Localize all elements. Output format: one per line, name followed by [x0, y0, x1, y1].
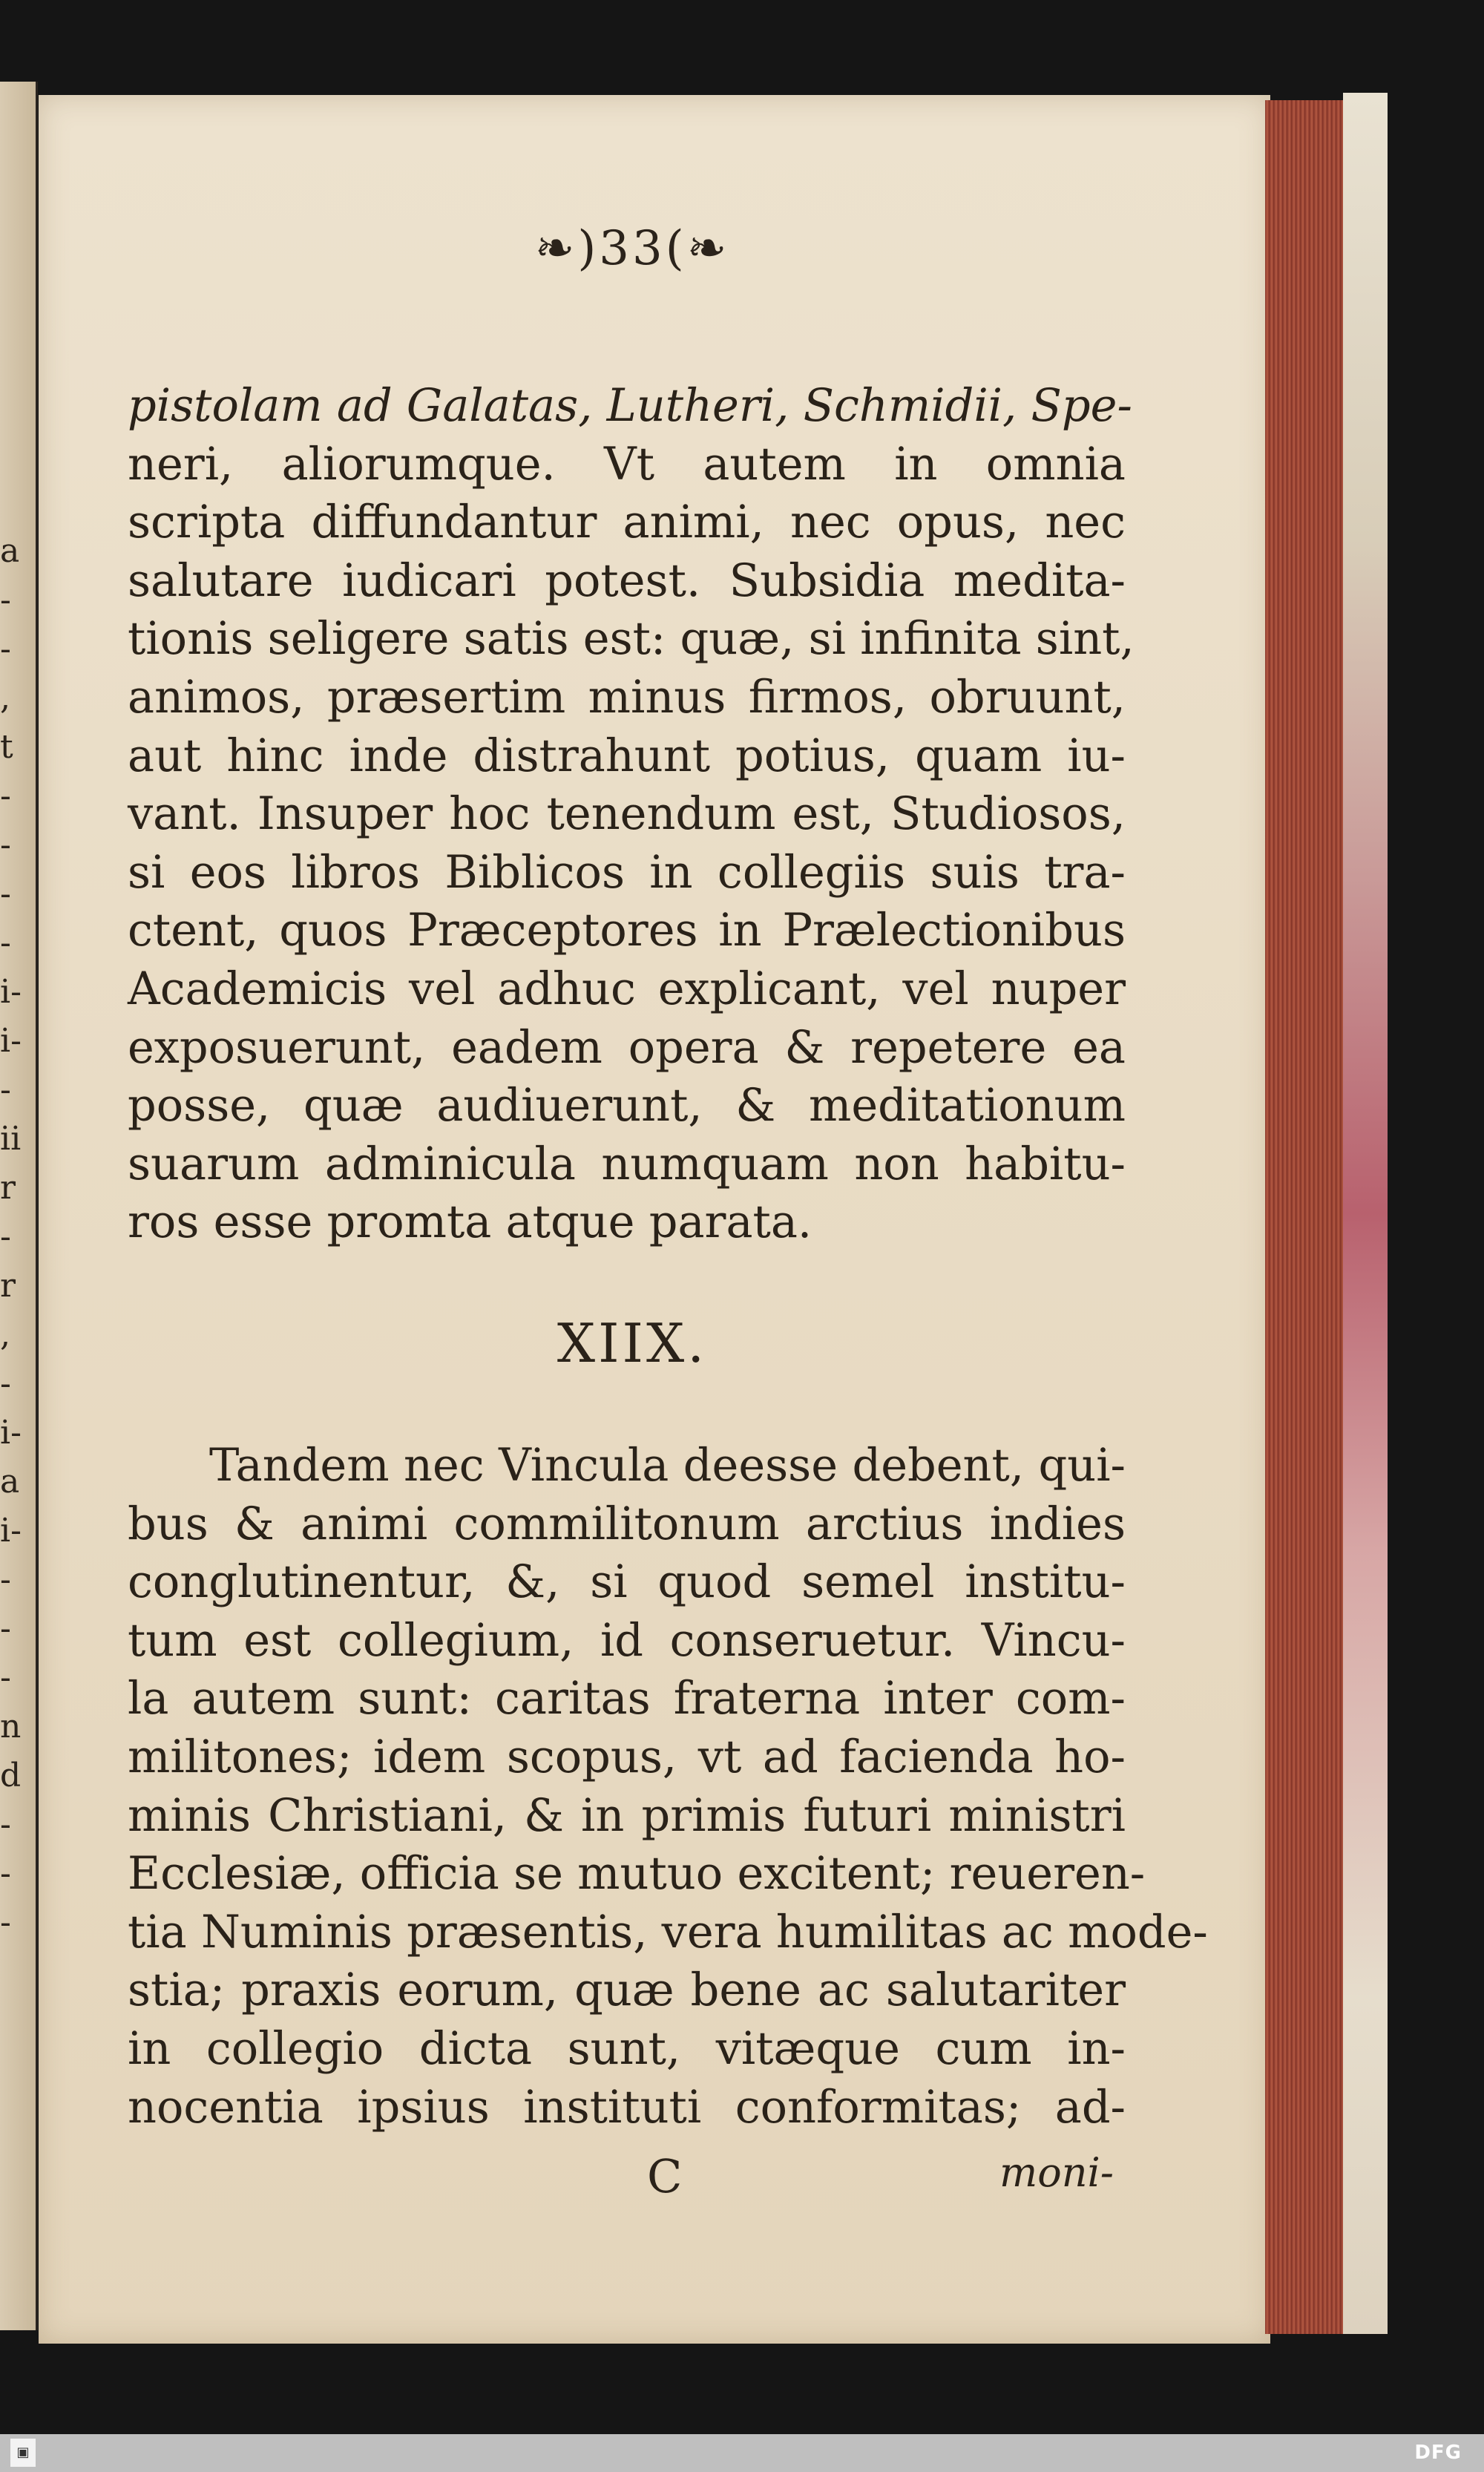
text-line: ctent, quos Præceptores in Prælectionibus	[128, 905, 1126, 957]
page-header: ❧)33(❧	[534, 221, 730, 276]
book-fore-edge	[1265, 100, 1343, 2334]
text-line: neri, aliorumque. Vt autem in omnia	[128, 438, 1126, 491]
text-line: Academicis vel adhuc explicant, vel nuper	[128, 963, 1126, 1015]
text-line: conglutinentur, &, si quod semel institu-	[128, 1556, 1126, 1609]
library-logo-icon[interactable]: ▣	[10, 2439, 36, 2467]
text-line: tum est collegium, id conseruetur. Vincu-	[128, 1614, 1126, 1667]
paragraph-1	[128, 377, 1135, 1252]
text-line: la autem sunt: caritas fraterna inter com-	[128, 1673, 1126, 1725]
text-line: exposuerunt, eadem opera & repetere ea	[128, 1021, 1126, 1074]
text-line: stia; praxis eorum, quæ bene ac salutariter	[128, 1964, 1126, 2017]
text-line: aut hinc inde distrahunt potius, quam iu-	[128, 730, 1126, 782]
text-line: militones; idem scopus, vt ad facienda ho-	[128, 1731, 1126, 1783]
left-page-edge	[0, 82, 38, 2330]
text-line: si eos libros Biblicos in collegiis suis tra-	[128, 846, 1126, 899]
text-line: tia Numinis præsentis, vera humilitas ac mode-	[128, 1906, 1208, 1958]
left-page-margin-text: a - - , t - - - - i- i- - ii r - r , - i- a i- - - - n d - - -	[0, 532, 22, 1941]
text-line: bus & animi commilitonum arctius indies	[128, 1498, 1126, 1550]
text-line: vant. Insuper hoc tenendum est, Studiosos,	[128, 788, 1126, 841]
section-heading: XIIX.	[556, 1312, 708, 1374]
viewer-footer	[0, 2434, 1484, 2472]
text-line: pistolam ad Galatas, Lutheri, Schmidii, Spe-	[128, 380, 1132, 432]
text-line: Tandem nec Vincula deesse debent, qui-	[209, 1440, 1126, 1492]
text-line: ros esse promta atque parata.	[128, 1196, 812, 1249]
catchword: moni-	[999, 2149, 1114, 2196]
text-line: scripta diffundantur animi, nec opus, nec	[128, 496, 1126, 549]
paragraph-2	[128, 1437, 1208, 2137]
book-cover-edge	[1343, 93, 1388, 2334]
text-line: animos, præsertim minus firmos, obruunt,	[128, 671, 1126, 724]
text-line: in collegio dicta sunt, vitæque cum in-	[128, 2022, 1126, 2075]
signature-mark: C	[647, 2149, 683, 2203]
dfg-logo[interactable]: DFG	[1414, 2442, 1462, 2464]
text-line: minis Christiani, & in primis futuri ministri	[128, 1789, 1126, 1842]
text-line: posse, quæ audiuerunt, & meditationum	[128, 1080, 1126, 1132]
text-line: salutare iudicari potest. Subsidia medita-	[128, 554, 1126, 607]
text-line: Ecclesiæ, officia se mutuo excitent; reueren-	[128, 1848, 1146, 1901]
text-line: nocentia ipsius instituti conformitas; ad-	[128, 2081, 1126, 2134]
text-line: suarum adminicula numquam non habitu-	[128, 1138, 1126, 1190]
book-page	[39, 95, 1270, 2344]
text-line: tionis seligere satis est: quæ, si infinita sint,	[128, 613, 1135, 666]
